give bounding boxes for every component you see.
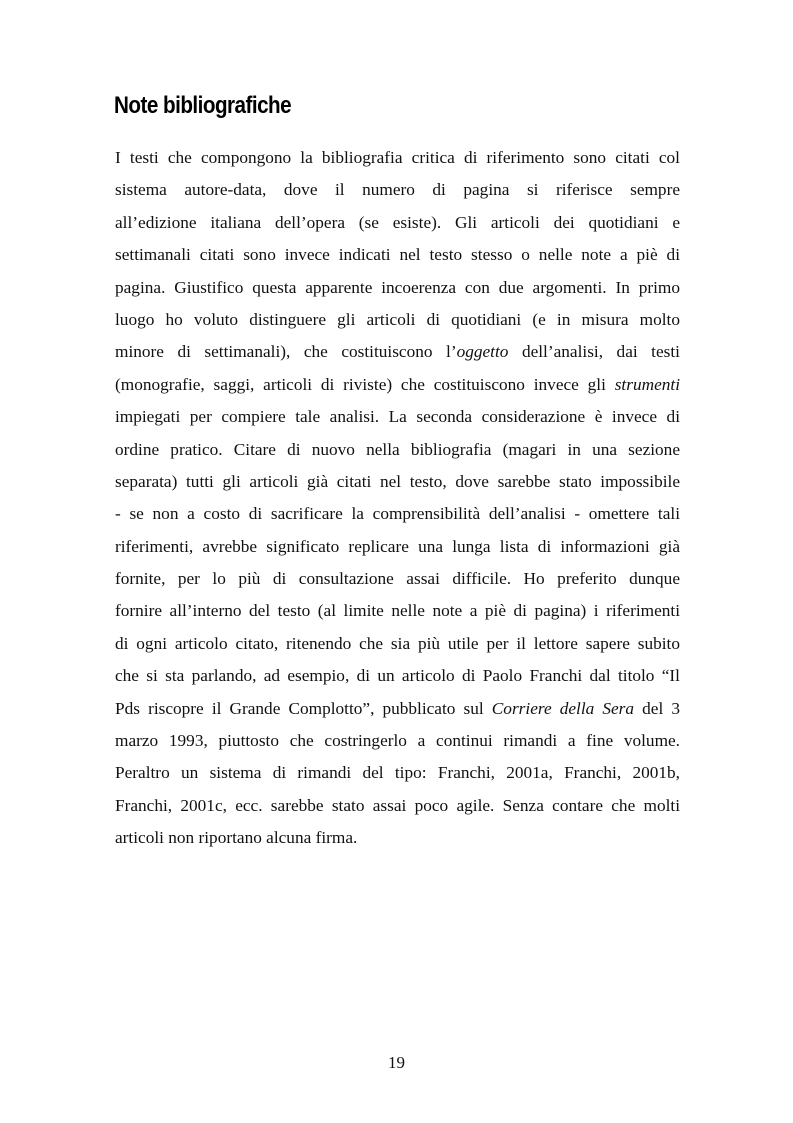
text-segment: (monografie, saggi, articoli di riviste) che costituiscono invece gli [115, 374, 615, 394]
text-line [115, 628, 680, 660]
text-segment: all’edizione italiana dell’opera (se esiste). Gli articoli dei quotidiani e [115, 212, 680, 232]
text-line [115, 466, 680, 498]
text-line [115, 531, 680, 563]
text-segment: Peraltro un sistema di rimandi del tipo: Franchi, 2001a, Franchi, 2001b, [115, 763, 680, 783]
body-paragraph [115, 142, 680, 855]
text-line [115, 660, 680, 692]
text-line [115, 757, 680, 789]
text-line [115, 595, 680, 627]
text-segment: sistema autore-data, dove il numero di pagina si riferisce sempre [115, 180, 680, 200]
section-heading: Note bibliografiche [114, 92, 292, 119]
text-segment: minore di settimanali), che costituiscono l’ [115, 342, 457, 362]
text-segment: articoli non riportano alcuna firma. [115, 828, 358, 848]
text-segment: riferimenti, avrebbe significato replicare una lunga lista di informazioni già [115, 536, 680, 556]
text-line [115, 498, 680, 530]
text-line [115, 142, 680, 174]
text-line [115, 272, 680, 304]
text-line [115, 239, 680, 271]
text-segment: del 3 [634, 698, 680, 718]
text-segment: separata) tutti gli articoli già citati nel testo, dove sarebbe stato impossibile [115, 471, 680, 491]
text-segment: luogo ho voluto distinguere gli articoli di quotidiani (e in misura molto [115, 309, 680, 329]
text-line [115, 304, 680, 336]
text-line [115, 207, 680, 239]
page-number: 19 [388, 1053, 405, 1072]
text-line [115, 725, 680, 757]
text-segment: - se non a costo di sacrificare la comprensibilità dell’analisi - omettere tali [115, 504, 680, 524]
text-segment: dell’analisi, dai testi [508, 342, 680, 362]
text-segment: Pds riscopre il Grande Complotto”, pubblicato sul [115, 698, 492, 718]
text-segment: di ogni articolo citato, ritenendo che sia più utile per il lettore sapere subito [115, 633, 680, 653]
italic-text: Corriere della Sera [491, 698, 635, 718]
text-segment: Franchi, 2001c, ecc. sarebbe stato assai poco agile. Senza contare che molti [115, 795, 680, 815]
text-line [115, 790, 680, 822]
text-segment: settimanali citati sono invece indicati nel testo stesso o nelle note a piè di [115, 245, 680, 265]
text-segment: I testi che compongono la bibliografia critica di riferimento sono citati col [115, 148, 680, 167]
text-line [115, 401, 680, 433]
text-segment: impiegati per compiere tale analisi. La seconda considerazione è invece di [115, 407, 680, 427]
italic-text: oggetto [456, 342, 509, 362]
text-line [115, 174, 680, 206]
text-line [115, 563, 680, 595]
text-segment: marzo 1993, piuttosto che costringerlo a continui rimandi a fine volume. [115, 731, 680, 751]
text-line [115, 693, 680, 725]
text-line [115, 822, 680, 854]
text-segment: fornire all’interno del testo (al limite nelle note a piè di pagina) i riferimenti [115, 601, 680, 621]
italic-text: strumenti [614, 374, 680, 394]
text-segment: fornite, per lo più di consultazione assai difficile. Ho preferito dunque [115, 569, 680, 589]
text-segment: ordine pratico. Citare di nuovo nella bibliografia (magari in una sezione [115, 439, 680, 459]
text-segment: pagina. Giustifico questa apparente incoerenza con due argomenti. In primo [115, 277, 680, 297]
text-line [115, 369, 680, 401]
text-segment: che si sta parlando, ad esempio, di un articolo di Paolo Franchi dal titolo “Il [115, 666, 680, 686]
text-line [115, 336, 680, 368]
text-line [115, 434, 680, 466]
